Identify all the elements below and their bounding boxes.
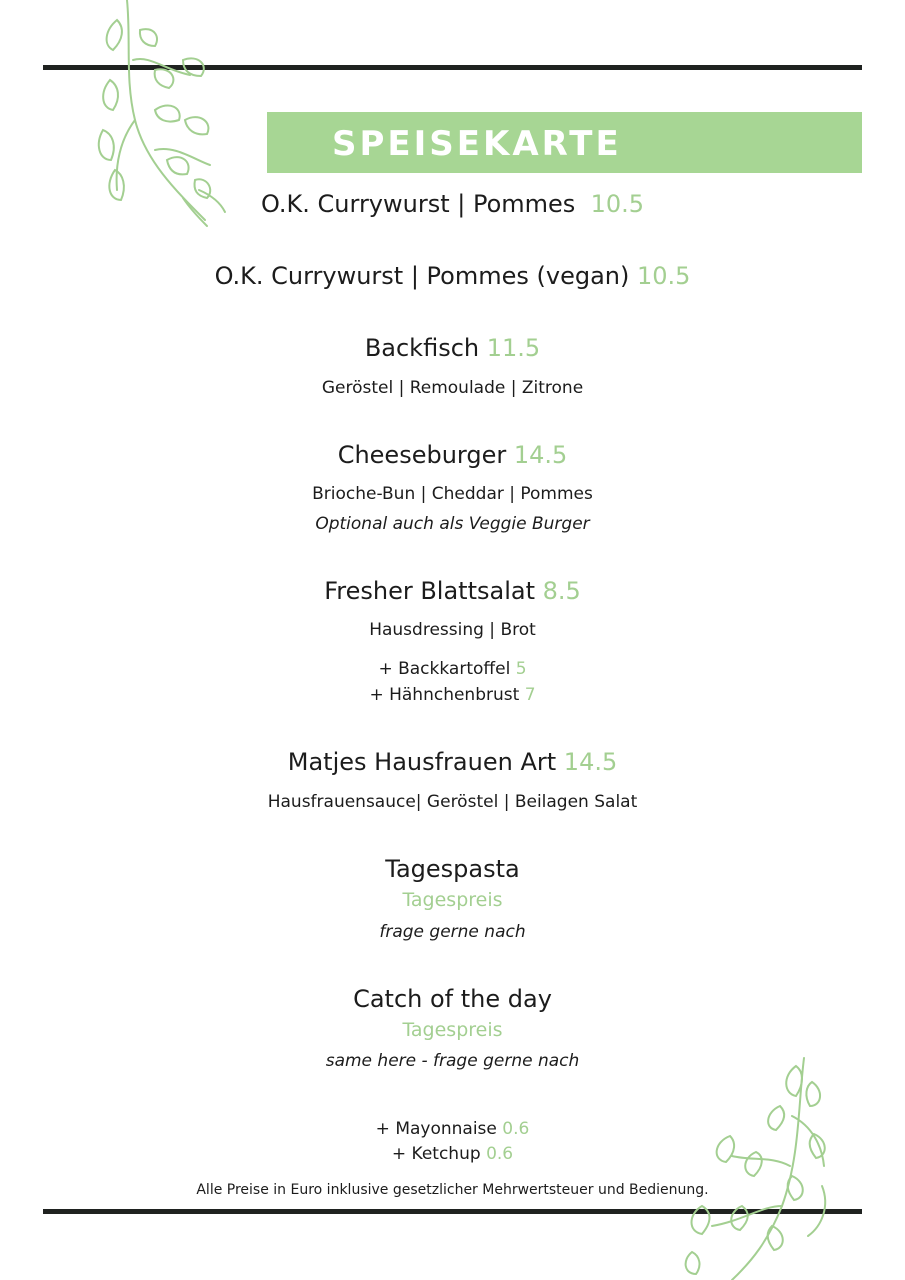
price-footnote: Alle Preise in Euro inklusive gesetzlicher Mehrwertsteuer und Bedienung. xyxy=(196,1182,709,1198)
item-price: 10.5 xyxy=(590,190,645,218)
menu-item-blattsalat xyxy=(0,576,905,606)
menu-item-currywurst xyxy=(0,189,905,219)
item-description: Hausfrauensauce| Geröstel | Beilagen Salat xyxy=(267,792,638,812)
extra-label: + Mayonnaise xyxy=(375,1119,497,1139)
item-name: O.K. Currywurst | Pommes (vegan) xyxy=(214,262,630,290)
menu-item-cheeseburger xyxy=(0,440,905,470)
item-price: 11.5 xyxy=(486,334,541,362)
item-name: O.K. Currywurst | Pommes xyxy=(260,190,576,218)
item-note: same here - frage gerne nach xyxy=(325,1051,580,1071)
item-description: Brioche-Bun | Cheddar | Pommes xyxy=(312,484,593,504)
page-title: SPEISEKARTE xyxy=(332,124,622,164)
menu-item-currywurst-vegan xyxy=(0,261,905,291)
item-price: 10.5 xyxy=(637,262,691,290)
item-price: Tagespreis xyxy=(402,1019,503,1041)
item-price: 14.5 xyxy=(563,748,618,776)
item-note: Optional auch als Veggie Burger xyxy=(315,514,590,534)
addon-price: 5 xyxy=(515,659,527,679)
extra-label: + Ketchup xyxy=(391,1144,481,1164)
menu-item-catch-of-the-day: Catch of the day xyxy=(353,985,552,1013)
item-price: 8.5 xyxy=(542,577,581,605)
addon-label: + Hähnchenbrust xyxy=(369,685,520,705)
extra-mayonnaise xyxy=(0,1118,905,1140)
herb-sprig-bottom-right-icon xyxy=(672,1056,834,1280)
menu-item-backfisch xyxy=(0,333,905,363)
menu-item-tagespasta: Tagespasta xyxy=(385,855,520,883)
item-note: frage gerne nach xyxy=(379,922,526,942)
item-description: Hausdressing | Brot xyxy=(369,620,536,640)
extra-ketchup xyxy=(0,1143,905,1165)
menu-item-matjes xyxy=(0,747,905,777)
addon-label: + Backkartoffel xyxy=(378,659,511,679)
extra-price: 0.6 xyxy=(486,1144,514,1164)
item-name: Cheeseburger xyxy=(337,441,507,469)
addon-haehnchenbrust xyxy=(0,684,905,706)
addon-price: 7 xyxy=(524,685,536,705)
item-description: Geröstel | Remoulade | Zitrone xyxy=(321,378,584,398)
extra-price: 0.6 xyxy=(502,1119,530,1139)
addon-backkartoffel xyxy=(0,658,905,680)
item-price: Tagespreis xyxy=(402,889,503,911)
item-name: Matjes Hausfrauen Art xyxy=(287,748,557,776)
item-name: Backfisch xyxy=(364,334,480,362)
item-name: Fresher Blattsalat xyxy=(324,577,535,605)
item-price: 14.5 xyxy=(513,441,568,469)
